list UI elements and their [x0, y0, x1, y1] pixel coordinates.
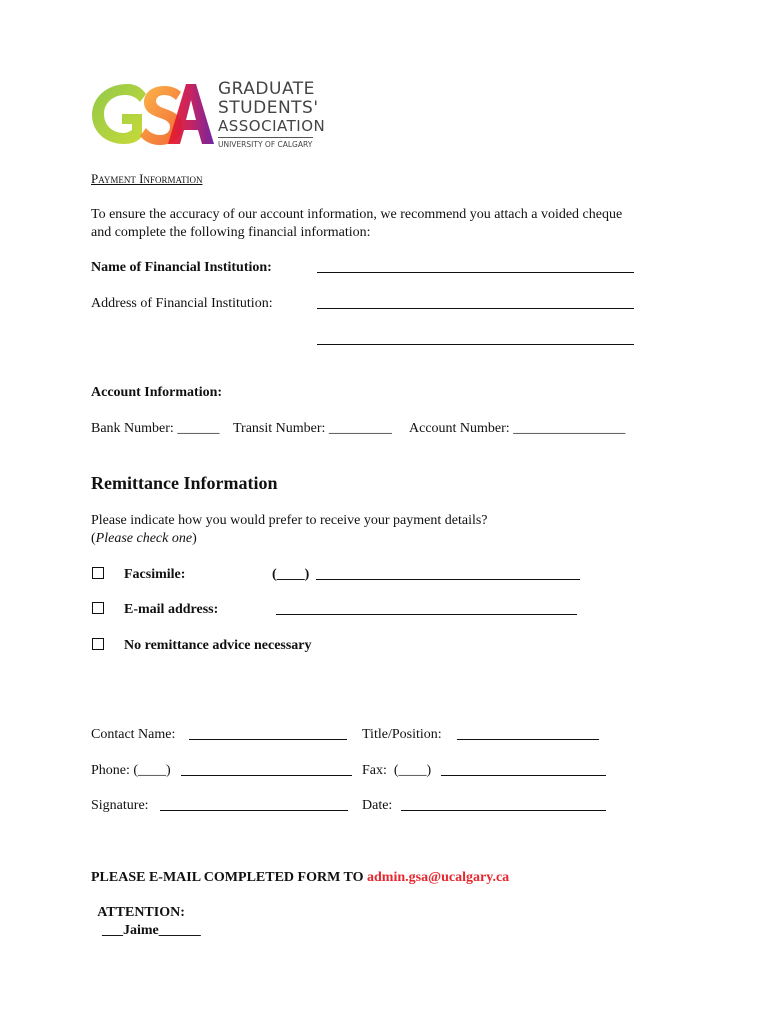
- institution-address-label: Address of Financial Institution:: [91, 296, 273, 311]
- fax-field[interactable]: [441, 775, 606, 776]
- gsa-email-link[interactable]: admin.gsa@ucalgary.ca: [367, 870, 510, 885]
- facsimile-field[interactable]: [316, 579, 580, 580]
- contact-name-label: Contact Name:: [91, 727, 176, 742]
- bank-number-field[interactable]: Bank Number: ______: [91, 421, 220, 436]
- phone-field[interactable]: [181, 775, 352, 776]
- facsimile-checkbox[interactable]: [92, 567, 104, 579]
- institution-address-field-1[interactable]: [317, 308, 634, 309]
- institution-name-label: Name of Financial Institution:: [91, 260, 272, 275]
- fax-label: Fax: (____): [362, 763, 432, 778]
- email-instruction: [91, 869, 509, 887]
- gsa-logo-mark: [88, 78, 214, 150]
- check-one-text: Please check one: [95, 531, 193, 546]
- email-label: E-mail address:: [124, 602, 219, 617]
- logo-divider: [218, 137, 313, 138]
- no-remittance-label: No remittance advice necessary: [124, 638, 312, 653]
- check-one-note: (Please check one): [91, 531, 197, 546]
- date-field[interactable]: [401, 810, 606, 811]
- transit-number-field[interactable]: Transit Number: _________: [233, 421, 392, 436]
- attention-label: ATTENTION:: [97, 905, 185, 920]
- phone-label: Phone: (____): [91, 763, 171, 778]
- remittance-heading: Remittance Information: [91, 473, 278, 493]
- institution-name-field[interactable]: [317, 272, 634, 273]
- logo-line-association: ASSOCIATION: [218, 117, 326, 135]
- signature-label: Signature:: [91, 798, 149, 813]
- logo-line-graduate: GRADUATE: [218, 79, 315, 99]
- email-field[interactable]: [276, 614, 577, 615]
- attention-value: ___Jaime______: [102, 923, 201, 938]
- remittance-prompt: Please indicate how you would prefer to receive your payment details?: [91, 513, 488, 528]
- account-info-label: Account Information:: [91, 385, 223, 400]
- title-position-field[interactable]: [457, 739, 599, 740]
- email-checkbox[interactable]: [92, 602, 104, 614]
- title-position-label: Title/Position:: [362, 727, 442, 742]
- logo-line-university: UNIVERSITY OF CALGARY: [218, 140, 313, 149]
- contact-name-field[interactable]: [189, 739, 347, 740]
- facsimile-label: Facsimile:: [124, 567, 186, 582]
- account-number-field[interactable]: Account Number: ________________: [409, 421, 626, 436]
- payment-intro-line-1: To ensure the accuracy of our account information, we recommend you attach a voided cheque: [91, 207, 623, 222]
- payment-intro-line-2: and complete the following financial information:: [91, 225, 371, 240]
- facsimile-area-code[interactable]: (____): [272, 567, 310, 582]
- logo-line-students: STUDENTS': [218, 98, 319, 118]
- gsa-logo: [88, 76, 326, 152]
- no-remittance-checkbox[interactable]: [92, 638, 104, 650]
- date-label: Date:: [362, 798, 393, 813]
- institution-address-field-2[interactable]: [317, 344, 634, 345]
- email-instruction-text: PLEASE E-MAIL COMPLETED FORM TO: [91, 870, 364, 885]
- payment-heading: Payment Information: [91, 171, 203, 186]
- attention-line: [91, 886, 201, 940]
- signature-field[interactable]: [160, 810, 348, 811]
